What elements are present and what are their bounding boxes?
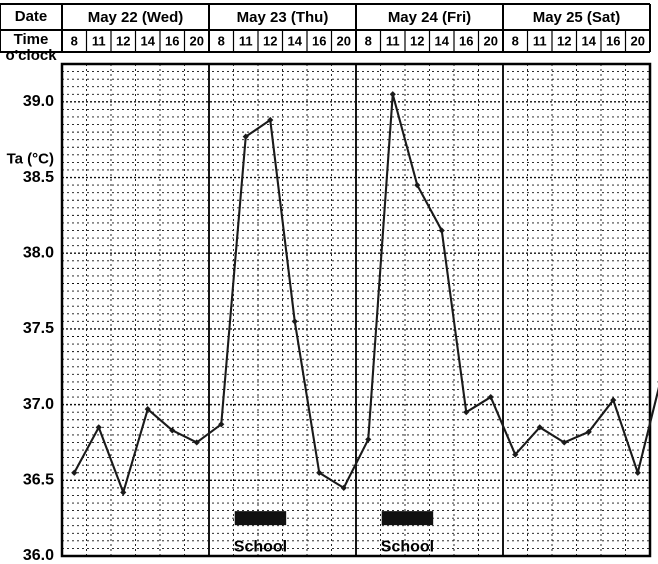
day-header-1: May 22 (Wed)	[87, 8, 184, 26]
school-period-label: School	[233, 538, 288, 556]
hour-tick-label: 11	[532, 33, 547, 49]
school-period-label: School	[380, 538, 435, 556]
hour-tick-label: 14	[140, 33, 155, 49]
hour-tick-label: 11	[238, 33, 253, 49]
day-header-3: May 24 (Fri)	[387, 8, 472, 26]
y-axis-tick-label: 36.0	[22, 547, 54, 564]
hour-tick-label: 16	[312, 33, 327, 49]
time-row-sublabel: o'clock	[5, 46, 57, 64]
y-axis-tick-label: 37.5	[22, 320, 54, 338]
hour-tick-label: 8	[511, 33, 519, 49]
y-axis-title: Ta (°C)	[6, 150, 54, 168]
y-axis-tick-label: 38.5	[22, 168, 54, 186]
data-point-marker	[390, 91, 396, 97]
label-layer	[7, 93, 54, 564]
day-header-2: May 23 (Thu)	[236, 8, 329, 26]
data-point-marker	[635, 470, 641, 476]
date-row-label: Date	[14, 7, 48, 25]
hour-tick-label: 20	[336, 33, 351, 49]
hour-tick-label: 16	[165, 33, 180, 49]
hour-tick-label: 11	[91, 33, 106, 49]
data-point-marker	[292, 318, 298, 324]
day-header-4: May 25 (Sat)	[532, 8, 621, 26]
hour-tick-label: 11	[385, 33, 400, 49]
hour-tick-label: 16	[459, 33, 474, 49]
y-axis-tick-label: 36.5	[22, 471, 54, 489]
y-axis-tick-label: 38.0	[22, 244, 54, 262]
hour-tick-label: 12	[410, 33, 425, 49]
time-row-label: Time	[13, 30, 49, 48]
school-period-bar	[382, 511, 433, 525]
hour-tick-label: 12	[263, 33, 278, 49]
hour-tick-label: 16	[606, 33, 621, 49]
y-axis-tick-label: 37.0	[22, 395, 54, 413]
data-point-marker	[120, 489, 126, 495]
hour-tick-label: 20	[189, 33, 204, 49]
hour-tick-label: 20	[483, 33, 498, 49]
hour-tick-label: 12	[116, 33, 131, 49]
hour-tick-label: 8	[70, 33, 78, 49]
hour-tick-label: 14	[287, 33, 302, 49]
hour-tick-label: 8	[217, 33, 225, 49]
y-axis-tick-label: 39.0	[22, 93, 54, 111]
temperature-line	[74, 94, 658, 492]
hour-tick-label: 14	[434, 33, 449, 49]
hour-tick-label: 14	[581, 33, 596, 49]
school-period-bar	[235, 511, 286, 525]
data-line-layer	[71, 91, 658, 495]
header-layer	[0, 4, 650, 64]
hour-tick-label: 20	[630, 33, 645, 49]
grid-layer	[62, 64, 650, 556]
hour-tick-label: 12	[557, 33, 572, 49]
hour-tick-label: 8	[364, 33, 372, 49]
